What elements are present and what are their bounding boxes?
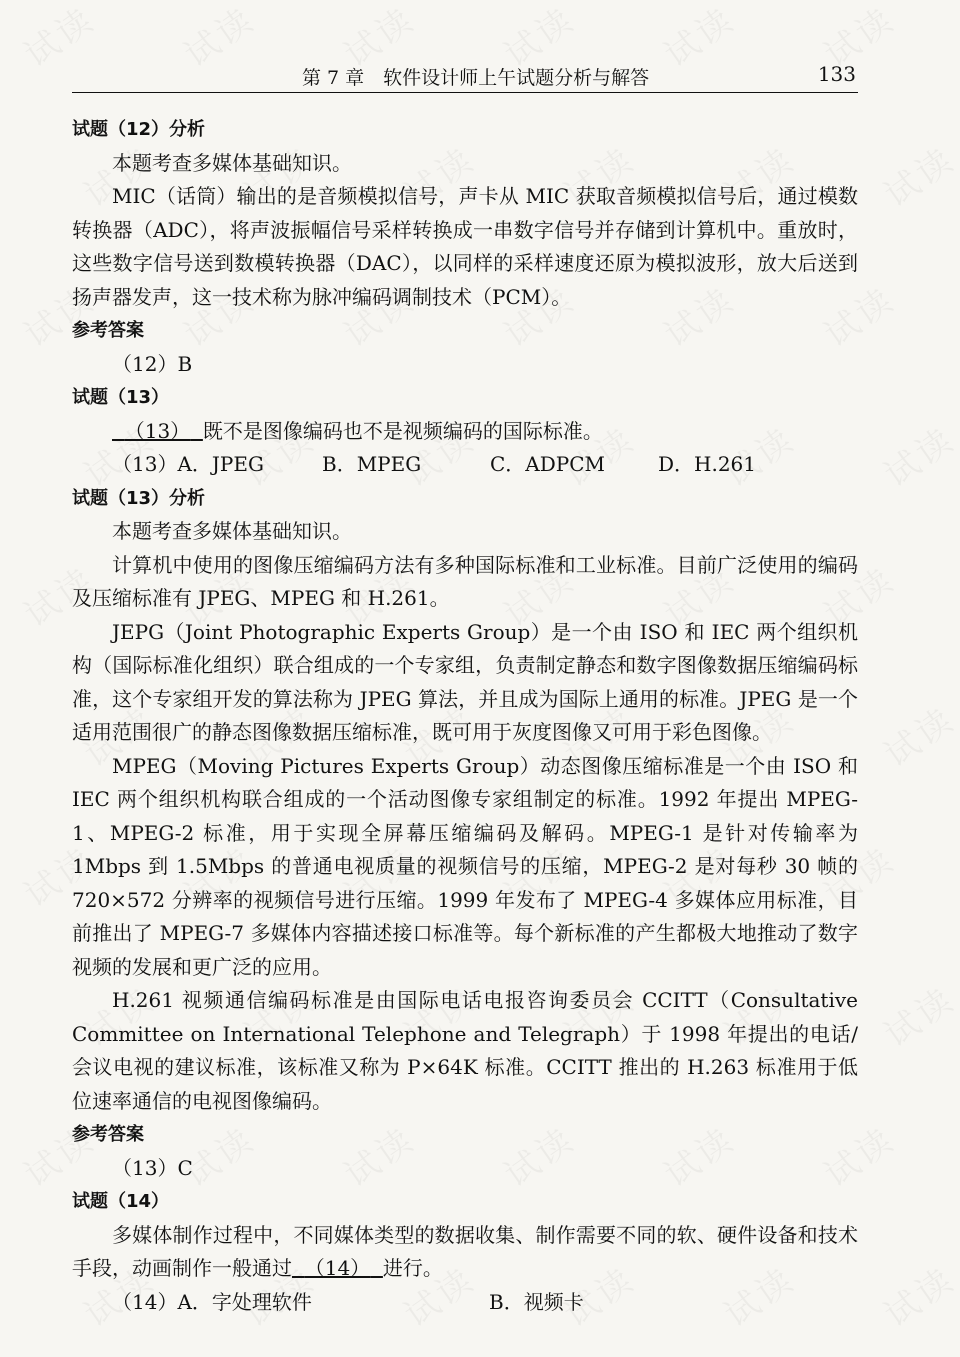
answer-heading: 参考答案 (72, 1124, 144, 1145)
chapter-title: 第 7 章 软件设计师上午试题分析与解答 (302, 67, 650, 89)
watermark-text (873, 1253, 960, 1337)
page (72, 58, 858, 1319)
option-b: B．MPEG (322, 452, 422, 476)
q13-options (72, 448, 858, 482)
paragraph: JEPG（Joint Photographic Experts Group）是一个由 ISO 和 IEC 两个组织机构（国际标准化组织）联合组成的一个专家组，负责制定静态和数字图像数据压缩编码标准，这个专家组开发的算法称为 JPEG 算法，并且成为国际上通用的标准。JPEG 是一个适用范围很广的静态图像数据压缩标准，既可用于灰度图像又可用于彩色图像。 (72, 619, 858, 744)
paragraph: MPEG（Moving Pictures Experts Group）动态图像压缩标准是一个由 ISO 和 IEC 两个组织机构联合组成的一个活动图像专家组制定的标准。1992 年提出 MPEG-1、MPEG-2 标准，用于实现全屏幕压缩编码及解码。MPEG-1 是针对传输率为 1Mbps 到 1.5Mbps 的普通电视质量的视频信号的压缩，MPEG-2 是对每秒 30 帧的 720×572 分辨率的视频信号进行压缩。1999 年发布了 MPEG-4 多媒体应用标准，目前推出了 MPEG-7 多媒体内容描述接口标准等。每个新标准的产生都极大地推动了数字视频的发展和更广泛的应用。 (72, 753, 858, 979)
answer: （12）B (112, 351, 193, 376)
paragraph: MIC（话筒）输出的是音频模拟信号，声卡从 MIC 获取音频模拟信号后，通过模数转换器（ADC），将声波振幅信号采样转换成一串数字信号并存储到计算机中。重放时，这些数字信号送到数模转换器（DAC），以同样的采样速度还原为模拟波形，放大后送到扬声器发声，这一技术称为脉冲编码调制技术（PCM）。 (72, 184, 858, 309)
q13-analysis-heading: 试题（13）分析 (72, 487, 206, 509)
q12-analysis-heading: 试题（12）分析 (72, 119, 206, 140)
q13-blank: （13） (124, 418, 191, 443)
q14-options (72, 1286, 858, 1320)
watermark-text (873, 693, 960, 777)
paragraph: 本题考查多媒体基础知识。 (112, 519, 352, 543)
option-d: D．H.261 (658, 452, 757, 476)
page-header (72, 58, 858, 93)
watermark-text (873, 133, 960, 217)
page-content (72, 113, 858, 1319)
answer: （13）C (112, 1155, 193, 1180)
paragraph: 本题考查多媒体基础知识。 (112, 150, 352, 175)
q14-stem: 多媒体制作过程中，不同媒体类型的数据收集、制作需要不同的软、硬件设备和技术手段，动画制作一般通过 （14） 进行。 (72, 1222, 858, 1280)
option-a: （14）A．字处理软件 (112, 1289, 312, 1314)
q13-stem: （13） 既不是图像编码也不是视频编码的国际标准。 (72, 415, 858, 449)
paragraph: 计算机中使用的图像压缩编码方法有多种国际标准和工业标准。目前广泛使用的编码及压缩标准有 JPEG、MPEG 和 H.261。 (72, 552, 858, 610)
q14-heading: 试题（14） (72, 1191, 170, 1212)
watermark-text (873, 413, 960, 497)
answer-heading: 参考答案 (72, 320, 144, 341)
option-c: C．ADPCM (490, 452, 606, 476)
q14-blank: （14） (304, 1256, 371, 1280)
page-number: 133 (817, 62, 856, 86)
watermark-text (873, 973, 960, 1057)
paragraph: H.261 视频通信编码标准是由国际电话电报咨询委员会 CCITT（Consultative Committee on International Telephone and Telegraph）于 1998 年提出的电话/会议电视的建议标准，该标准又称为 P×64K 标准。CCITT 推出的 H.263 标准用于低位速率通信的电视图像编码。 (72, 988, 858, 1113)
option-b: B．视频卡 (489, 1289, 584, 1314)
q13-heading: 试题（13） (72, 387, 170, 408)
option-a: （13）A．JPEG (112, 452, 264, 476)
